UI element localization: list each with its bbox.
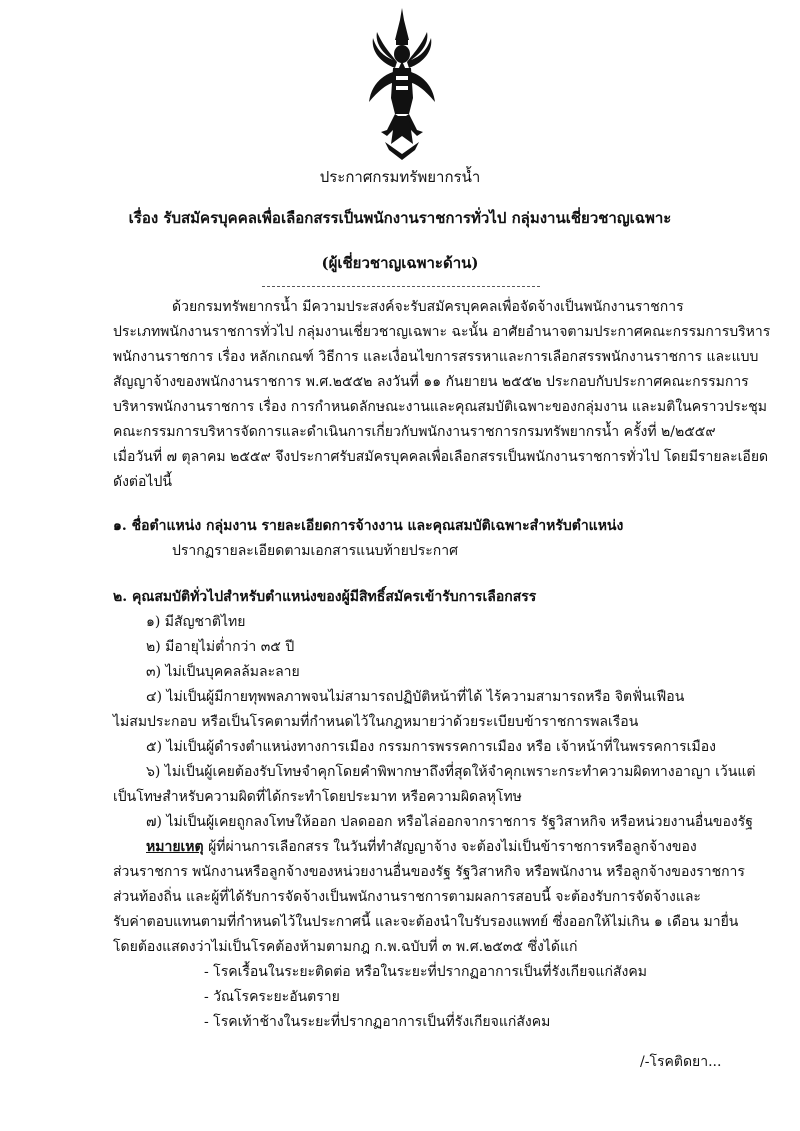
intro-line: คณะกรรมการบริหารจัดการและดำเนินการเกี่ยวกับพนักงานราชการกรมทรัพยากรน้ำ ครั้งที่ ๒/๒๕๕๙ bbox=[113, 424, 716, 440]
subject-line bbox=[0, 208, 800, 228]
intro-line: ประเภทพนักงานราชการทั่วไป กลุ่มงานเชี่ยวชาญเฉพาะ ฉะนั้น อาศัยอำนาจตามประกาศคณะกรรมการบริหาร bbox=[113, 324, 771, 340]
page-continuation: /-โรคติดยา... bbox=[640, 1054, 722, 1070]
qualification-item-cont: ไม่สมประกอบ หรือเป็นโรคตามที่กำหนดไว้ในกฎหมายว่าด้วยระเบียบข้าราชการพลเรือน bbox=[113, 714, 639, 730]
disease-item: - วัณโรคระยะอันตราย bbox=[204, 989, 340, 1005]
note-text: ผู้ที่ผ่านการเลือกสรร ในวันที่ทำสัญญาจ้าง จะต้องไม่เป็นข้าราชการหรือลูกจ้างของ bbox=[208, 839, 697, 855]
disease-item: - โรคเท้าช้างในระยะที่ปรากฏอาการเป็นที่รังเกียจแก่สังคม bbox=[204, 1014, 551, 1030]
qualification-item: ๔) ไม่เป็นผู้มีกายทุพพลภาพจนไม่สามารถปฏิบัติหน้าที่ได้ ไร้ความสามารถหรือ จิตฟั่นเฟือน bbox=[146, 689, 685, 705]
note-line: โดยต้องแสดงว่าไม่เป็นโรคต้องห้ามตามกฎ ก.พ.ฉบับที่ ๓ พ.ศ.๒๕๓๕ ซึ่งได้แก่ bbox=[113, 939, 578, 955]
divider bbox=[262, 286, 540, 287]
intro-line: พนักงานราชการ เรื่อง หลักเกณฑ์ วิธีการ และเงื่อนไขการสรรหาและการเลือกสรรพนักงานราชการ และแบบ bbox=[113, 349, 759, 365]
section2-heading: ๒. คุณสมบัติทั่วไปสำหรับตำแหน่งของผู้มีสิทธิ์สมัครเข้ารับการเลือกสรร bbox=[113, 589, 537, 605]
note-line: รับค่าตอบแทนตามที่กำหนดไว้ในประกาศนี้ และจะต้องนำใบรับรองแพทย์ ซึ่งออกให้ไม่เกิน ๑ เดือน มายื่น bbox=[113, 914, 739, 930]
note-line bbox=[146, 837, 697, 857]
qualification-item: ๗) ไม่เป็นผู้เคยถูกลงโทษให้ออก ปลดออก หรือไล่ออกจากราชการ รัฐวิสาหกิจ หรือหน่วยงานอื่นของรัฐ bbox=[146, 814, 753, 830]
section1-heading: ๑. ชื่อตำแหน่ง กลุ่มงาน รายละเอียดการจ้างงาน และคุณสมบัติเฉพาะสำหรับตำแหน่ง bbox=[113, 518, 624, 534]
intro-line: สัญญาจ้างของพนักงานราชการ พ.ศ.๒๕๕๒ ลงวันที่ ๑๑ กันยายน ๒๕๕๒ ประกอบกับประกาศคณะกรรมการ bbox=[113, 374, 749, 390]
agency-title: ประกาศกรมทรัพยากรน้ำ bbox=[319, 168, 481, 186]
subject-text: รับสมัครบุคคลเพื่อเลือกสรรเป็นพนักงานราชการทั่วไป กลุ่มงานเชี่ยวชาญเฉพาะ bbox=[163, 209, 672, 227]
qualification-item: ๖) ไม่เป็นผู้เคยต้องรับโทษจำคุกโดยคำพิพากษาถึงที่สุดให้จำคุกเพราะกระทำความผิดทางอาญา เว้นแต่ bbox=[146, 764, 756, 780]
intro-line: เมื่อวันที่ ๗ ตุลาคม ๒๕๕๙ จึงประกาศรับสมัครบุคคลเพื่อเลือกสรรเป็นพนักงานราชการทั่วไป โดยมีรายละเอียด bbox=[113, 449, 769, 465]
note-line: ส่วนท้องถิ่น และผู้ที่ได้รับการจัดจ้างเป็นพนักงานราชการตามผลการสอบนี้ จะต้องรับการจัดจ้างและ bbox=[113, 889, 701, 905]
note-line: ส่วนราชการ พนักงานหรือลูกจ้างของหน่วยงานอื่นของรัฐ รัฐวิสาหกิจ หรือพนักงาน หรือลูกจ้างของราชการ bbox=[113, 864, 745, 880]
intro-line: บริหารพนักงานราชการ เรื่อง การกำหนดลักษณะงานและคุณสมบัติเฉพาะของกลุ่มงาน และมติในคราวประชุม bbox=[113, 399, 767, 415]
qualification-item: ๓) ไม่เป็นบุคคลล้มละลาย bbox=[146, 664, 300, 680]
qualification-item: ๕) ไม่เป็นผู้ดำรงตำแหน่งทางการเมือง กรรมการพรรคการเมือง หรือ เจ้าหน้าที่ในพรรคการเมือง bbox=[146, 739, 716, 755]
subject-label: เรื่อง bbox=[128, 209, 159, 227]
section1-body: ปรากฏรายละเอียดตามเอกสารแนบท้ายประกาศ bbox=[172, 543, 459, 559]
subtitle: (ผู้เชี่ยวชาญเฉพาะด้าน) bbox=[321, 254, 479, 272]
intro-line: ด้วยกรมทรัพยากรน้ำ มีความประสงค์จะรับสมัครบุคคลเพื่อจัดจ้างเป็นพนักงานราชการ bbox=[172, 299, 684, 315]
intro-line: ดังต่อไปนี้ bbox=[113, 474, 172, 490]
qualification-item: ๒) มีอายุไม่ต่ำกว่า ๓๕ ปี bbox=[146, 639, 295, 655]
disease-item: - โรคเรื้อนในระยะติดต่อ หรือในระยะที่ปรากฏอาการเป็นที่รังเกียจแก่สังคม bbox=[204, 964, 647, 980]
garuda-emblem-icon bbox=[365, 6, 439, 164]
qualification-item-cont: เป็นโทษสำหรับความผิดที่ได้กระทำโดยประมาท หรือความผิดลหุโทษ bbox=[113, 789, 522, 805]
note-label: หมายเหตุ bbox=[146, 839, 204, 855]
qualification-item: ๑) มีสัญชาติไทย bbox=[146, 614, 246, 630]
